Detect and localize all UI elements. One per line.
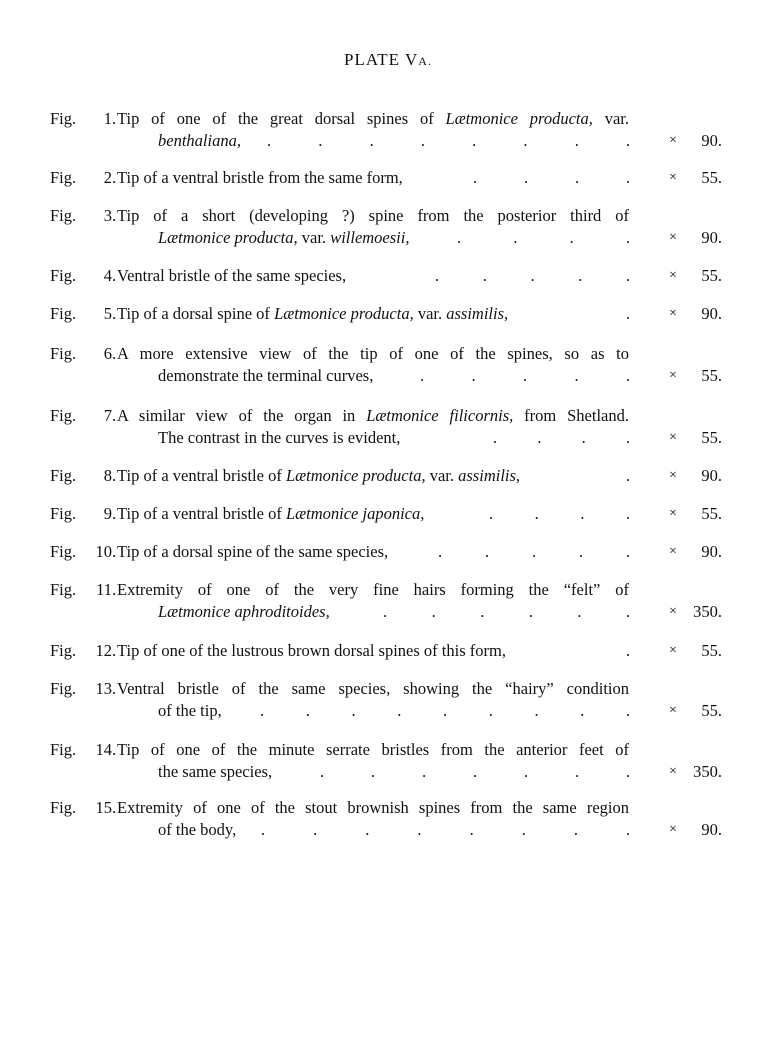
fig-abbrev: Fig. xyxy=(50,304,77,323)
fig-abbrev: Fig. xyxy=(50,466,77,485)
fig-abbrev: Fig. xyxy=(50,406,77,425)
magnification-value: 90. xyxy=(701,466,722,485)
magnification-value: 55. xyxy=(701,366,722,385)
magnification-value: 55. xyxy=(701,701,722,720)
leader-dot: . xyxy=(534,701,539,720)
leader-dot: . xyxy=(431,602,436,621)
magnification-value: 55. xyxy=(701,168,722,187)
fig-number: 10. xyxy=(95,542,117,561)
leader-dot: . xyxy=(457,228,462,247)
leader-dot: . xyxy=(305,701,310,720)
magnification-value: 90. xyxy=(701,820,722,839)
leader-dot: . xyxy=(578,266,583,285)
fig-abbrev: Fig. xyxy=(50,168,77,187)
figure-label xyxy=(50,465,116,487)
magnification-sign: × xyxy=(669,822,677,837)
figure-caption-line2: The contrast in the curves is evident, xyxy=(158,428,401,447)
figure-caption-line1: Tip of a ventral bristle of Lætmonice producta, var. assimilis, xyxy=(117,466,521,485)
leader-dot: . xyxy=(420,131,425,150)
figure-label xyxy=(50,797,116,819)
leader-dot: . xyxy=(626,428,631,447)
leader-dot: . xyxy=(530,266,535,285)
figure-label xyxy=(50,108,116,130)
figure-label xyxy=(50,167,116,189)
figure-caption-line1: Tip of a short (developing ?) spine from the posterior third of xyxy=(117,206,629,225)
fig-abbrev: Fig. xyxy=(50,504,77,523)
leader-dot: . xyxy=(351,701,356,720)
figure-caption-line1: Tip of a ventral bristle of Lætmonice japonica, xyxy=(117,504,425,523)
leader-dot: . xyxy=(626,266,631,285)
leader-dot: . xyxy=(626,228,631,247)
figure-label xyxy=(50,343,116,365)
leader-dot: . xyxy=(485,542,490,561)
magnification-value: 350. xyxy=(693,602,722,621)
leader-dot: . xyxy=(626,762,631,781)
leader-dot: . xyxy=(521,820,526,839)
leader-dot: . xyxy=(383,602,388,621)
leader-dot: . xyxy=(318,131,323,150)
magnification-sign: × xyxy=(669,703,677,718)
variety-name: assimilis, xyxy=(458,466,521,485)
fig-abbrev: Fig. xyxy=(50,580,77,599)
fig-number: 5. xyxy=(103,304,117,323)
fig-abbrev: Fig. xyxy=(50,798,77,817)
magnification-sign: × xyxy=(669,368,677,383)
leader-dot: . xyxy=(473,762,478,781)
figure-label xyxy=(50,579,116,601)
species-name: Lætmonice japonica, xyxy=(285,504,425,523)
leader-dot: . xyxy=(523,131,528,150)
leader-dot: . xyxy=(626,542,631,561)
fig-number: 1. xyxy=(103,109,117,128)
figure-caption-line1: Tip of a ventral bristle from the same form, xyxy=(117,168,403,187)
figure-label xyxy=(50,503,116,525)
figure-caption-line2 xyxy=(158,130,241,152)
leader-dot: . xyxy=(438,542,443,561)
magnification-value: 55. xyxy=(701,428,722,447)
plate-title-suffix: A. xyxy=(418,54,432,68)
leader-dot: . xyxy=(482,266,487,285)
fig-number: 2. xyxy=(103,168,117,187)
fig-abbrev: Fig. xyxy=(50,740,77,759)
leader-dot: . xyxy=(626,602,631,621)
leader-dot: . xyxy=(577,602,582,621)
fig-number: 14. xyxy=(95,740,117,759)
leader-dot: . xyxy=(469,820,474,839)
figure-caption-line2: Lætmonice producta, var. willemoesii, xyxy=(158,228,410,247)
leader-dot: . xyxy=(626,641,631,660)
leader-dot: . xyxy=(579,542,584,561)
species-name: Lætmonice filicornis, xyxy=(366,406,514,425)
variety-name: assimilis, xyxy=(446,304,509,323)
figure-caption-line1: Ventral bristle of the same species, showing the “hairy” condition xyxy=(117,679,629,698)
leader-dot: . xyxy=(569,228,574,247)
fig-number: 9. xyxy=(103,504,117,523)
figure-caption-line2: demonstrate the terminal curves, xyxy=(158,366,374,385)
leader-dot: . xyxy=(580,701,585,720)
fig-number: 15. xyxy=(95,798,117,817)
figure-caption-line2 xyxy=(158,601,330,623)
magnification-value: 90. xyxy=(701,131,722,150)
figure-caption-line2: the same species, xyxy=(158,762,273,781)
leader-dot: . xyxy=(523,366,528,385)
figure-label xyxy=(50,405,116,427)
leader-dot: . xyxy=(534,504,539,523)
leader-dot: . xyxy=(420,366,425,385)
figure-caption-line2: of the tip, xyxy=(158,701,222,720)
fig-number: 11. xyxy=(96,580,117,599)
fig-number: 6. xyxy=(103,344,117,363)
leader-dot: . xyxy=(581,428,586,447)
figure-label xyxy=(50,541,116,563)
leader-dot: . xyxy=(320,762,325,781)
leader-dot: . xyxy=(575,168,580,187)
leader-dot: . xyxy=(626,504,631,523)
fig-abbrev: Fig. xyxy=(50,679,77,698)
leader-dot: . xyxy=(493,428,498,447)
magnification-value: 90. xyxy=(701,304,722,323)
variety-name: willemoesii, xyxy=(330,228,410,247)
leader-dot: . xyxy=(574,131,579,150)
leader-dot: . xyxy=(524,762,529,781)
magnification-sign: × xyxy=(669,170,677,185)
leader-dot: . xyxy=(443,701,448,720)
figure-label xyxy=(50,678,116,700)
figure-caption-line1: A similar view of the organ in Lætmonice filicornis, from Shetland. xyxy=(117,406,629,425)
fig-abbrev: Fig. xyxy=(50,266,77,285)
figure-label xyxy=(50,265,116,287)
leader-dot: . xyxy=(580,504,585,523)
leader-dot: . xyxy=(532,542,537,561)
magnification-value: 90. xyxy=(701,228,722,247)
species-name: Lætmonice producta, xyxy=(274,304,414,323)
leader-dot: . xyxy=(260,701,265,720)
figure-caption-line1: A more extensive view of the tip of one of the spines, so as to xyxy=(117,344,629,363)
leader-dot: . xyxy=(369,131,374,150)
fig-abbrev: Fig. xyxy=(50,206,77,225)
magnification-sign: × xyxy=(669,468,677,483)
magnification-sign: × xyxy=(669,430,677,445)
leader-dot: . xyxy=(528,602,533,621)
leader-dot: . xyxy=(626,168,631,187)
figure-label xyxy=(50,640,116,662)
leader-dot: . xyxy=(626,366,631,385)
figure-caption-line1: Extremity of one of the stout brownish spines from the same region xyxy=(117,798,629,817)
magnification-sign: × xyxy=(669,306,677,321)
species-name: Lætmonice producta, xyxy=(445,109,593,128)
fig-abbrev: Fig. xyxy=(50,109,77,128)
leader-dot: . xyxy=(371,762,376,781)
leader-dot: . xyxy=(480,602,485,621)
leader-dot: . xyxy=(626,701,631,720)
magnification-sign: × xyxy=(669,643,677,658)
leader-dot: . xyxy=(471,366,476,385)
leader-dot: . xyxy=(573,820,578,839)
leader-dot: . xyxy=(626,820,631,839)
leader-dot: . xyxy=(397,701,402,720)
fig-number: 12. xyxy=(95,641,117,660)
species-name: Lætmonice aphroditoides, xyxy=(158,602,330,621)
leader-dot: . xyxy=(513,228,518,247)
leader-dot: . xyxy=(261,820,266,839)
leader-dot: . xyxy=(537,428,542,447)
leader-dot: . xyxy=(365,820,370,839)
fig-abbrev: Fig. xyxy=(50,641,77,660)
fig-number: 4. xyxy=(103,266,117,285)
leader-dot: . xyxy=(473,168,478,187)
leader-dot: . xyxy=(267,131,272,150)
leader-dot: . xyxy=(435,266,440,285)
leader-dot: . xyxy=(422,762,427,781)
leader-dot: . xyxy=(574,366,579,385)
leader-dot: . xyxy=(417,820,422,839)
species-name: Lætmonice producta, xyxy=(285,466,426,485)
figure-label xyxy=(50,303,116,325)
figure-label xyxy=(50,205,116,227)
magnification-value: 55. xyxy=(701,266,722,285)
magnification-sign: × xyxy=(669,544,677,559)
leader-dot: . xyxy=(524,168,529,187)
figure-caption-line1: Tip of one of the great dorsal spines of Lætmonice producta, var. xyxy=(117,109,629,128)
species-name: Lætmonice producta, xyxy=(158,228,298,247)
figure-caption-line1: Ventral bristle of the same species, xyxy=(117,266,347,285)
magnification-value: 55. xyxy=(701,641,722,660)
species-name: benthaliana, xyxy=(158,131,241,150)
magnification-sign: × xyxy=(669,506,677,521)
fig-number: 13. xyxy=(95,679,117,698)
figure-caption-line1: Tip of a dorsal spine of Lætmonice producta, var. assimilis, xyxy=(117,304,509,323)
magnification-sign: × xyxy=(669,133,677,148)
magnification-sign: × xyxy=(669,268,677,283)
fig-abbrev: Fig. xyxy=(50,344,77,363)
leader-dot: . xyxy=(472,131,477,150)
leader-dot: . xyxy=(489,504,494,523)
leader-dot: . xyxy=(313,820,318,839)
leader-dot: . xyxy=(626,466,631,485)
plate-title: PLATE V xyxy=(344,50,419,69)
magnification-sign: × xyxy=(669,604,677,619)
leader-dot: . xyxy=(488,701,493,720)
magnification-value: 55. xyxy=(701,504,722,523)
fig-abbrev: Fig. xyxy=(50,542,77,561)
figure-caption-line1: Tip of a dorsal spine of the same species, xyxy=(117,542,389,561)
leader-dot: . xyxy=(626,131,631,150)
magnification-value: 350. xyxy=(693,762,722,781)
magnification-value: 90. xyxy=(701,542,722,561)
fig-number: 7. xyxy=(103,406,117,425)
magnification-sign: × xyxy=(669,764,677,779)
magnification-sign: × xyxy=(669,230,677,245)
fig-number: 3. xyxy=(103,206,117,225)
figure-caption-line2: of the body, xyxy=(158,820,237,839)
fig-number: 8. xyxy=(103,466,117,485)
figure-label xyxy=(50,739,116,761)
leader-dot: . xyxy=(575,762,580,781)
leader-dot: . xyxy=(626,304,631,323)
figure-caption-line1: Extremity of one of the very fine hairs forming the “felt” of xyxy=(117,580,629,599)
figure-caption-line1: Tip of one of the lustrous brown dorsal spines of this form, xyxy=(117,641,506,660)
figure-caption-line1: Tip of one of the minute serrate bristles from the anterior feet of xyxy=(117,740,629,759)
